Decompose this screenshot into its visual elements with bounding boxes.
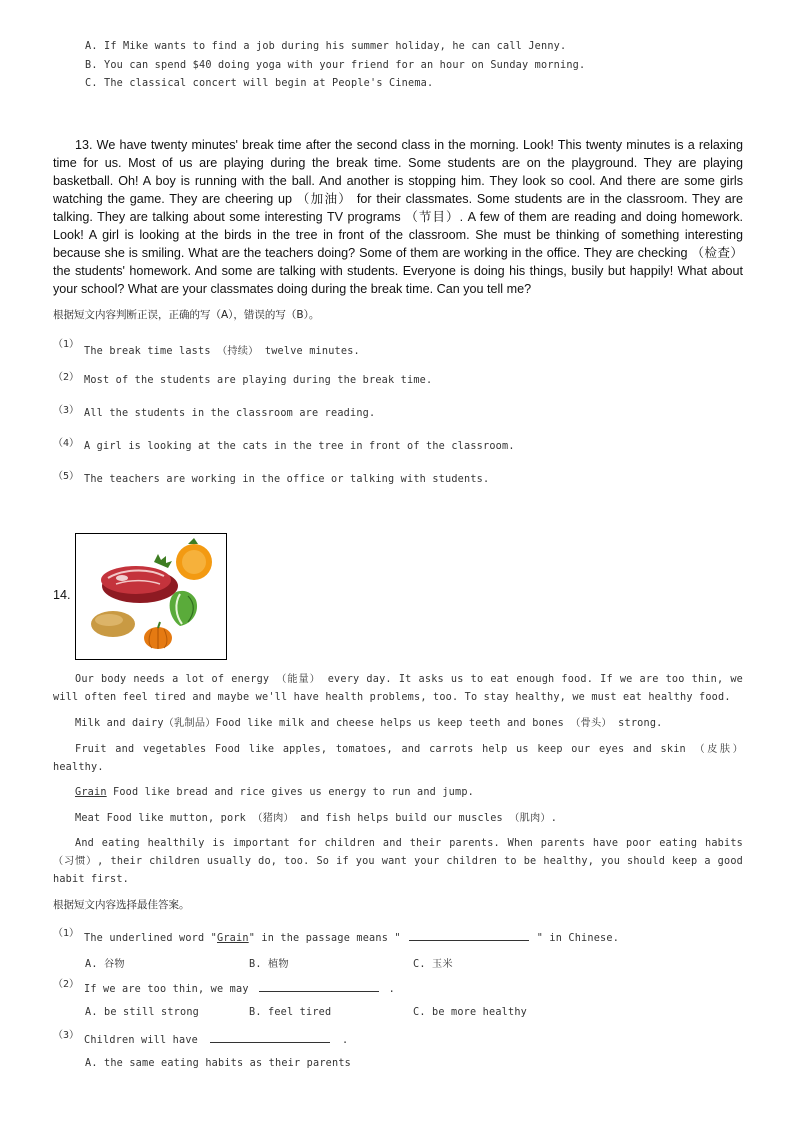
lettuce-icon — [170, 591, 197, 626]
q14-item-2-pre: If we are too thin, we may — [84, 984, 249, 995]
q13-item-1-text: The break time lasts （持续） twelve minutes. — [84, 346, 360, 357]
herb-icon — [154, 554, 172, 568]
food-illustration — [75, 533, 227, 660]
q12-option-a: A. If Mike wants to find a job during his summer holiday, he can call Jenny. — [85, 41, 567, 52]
q14-item-1-pre: The underlined word " — [84, 933, 218, 944]
q13-item-3-number: （3） — [53, 405, 80, 416]
pumpkin-icon — [144, 622, 172, 649]
q13-item-5-text: The teachers are working in the office or talking with students. — [84, 474, 490, 485]
food-illustration-svg — [76, 534, 226, 659]
q14-paragraph-5: Meat Food like mutton, pork （猪肉） and fish helps build our muscles （肌肉）. — [75, 813, 558, 824]
q13-item-5-number: （5） — [53, 471, 80, 482]
q13-item-3-text: All the students in the classroom are reading. — [84, 408, 376, 419]
q14-item-2-option-b: B. feel tired — [249, 1007, 332, 1018]
q14-item-2-post: . — [388, 984, 396, 995]
q14-item-3-number: （3） — [53, 1030, 80, 1041]
q14-item-3-pre: Children will have — [84, 1035, 199, 1046]
q14-item-2-question — [84, 981, 395, 995]
grain-underlined-word: Grain — [75, 787, 107, 798]
meat-icon — [101, 566, 178, 603]
orange-icon — [176, 538, 212, 580]
q13-item-4-number: （4） — [53, 438, 80, 449]
q14-item-1-mid: " in the passage means " — [248, 933, 401, 944]
q14-item-2-number: （2） — [53, 979, 80, 990]
q13-item-1-number: （1） — [53, 339, 80, 350]
q14-item-2-blank[interactable] — [259, 981, 379, 992]
q14-item-1-number: （1） — [53, 928, 80, 939]
q13-item-4-text: A girl is looking at the cats in the tree in front of the classroom. — [84, 441, 515, 452]
q13-instruction: 根据短文内容判断正误，正确的写（A），错误的写（B）。 — [53, 309, 320, 321]
q14-item-1-option-b: B. 植物 — [249, 959, 289, 970]
q14-item-3-blank[interactable] — [210, 1032, 330, 1043]
q13-item-2-text: Most of the students are playing during the break time. — [84, 375, 433, 386]
q14-item-3-question — [84, 1032, 348, 1046]
q14-item-1-word: Grain — [217, 933, 249, 944]
q14-paragraph-4-rest: Food like bread and rice gives us energy to run and jump. — [106, 787, 475, 798]
q14-item-3-post: . — [342, 1035, 349, 1046]
q14-item-1-post: " in Chinese. — [536, 933, 620, 944]
q13-passage: 13. We have twenty minutes' break time after the second class in the morning. Look! This twenty minutes is a relaxing time for us. Most of us are playing during the break time. Some students are on the playground. They are playing basketball. Oh! A boy is running with the ball. And another is stopping him. They look so cool. And there are some girls watching the game. They are cheering up （加油） for their classmates. Some students are in the classroom. They are talking. They are talking about some interesting TV programs （节目）. A few of them are reading and doing homework. Look! A girl is looking at the birds in the tree in front of the classroom. She must be thinking of something interesting because she is smiling. What are the teachers doing? Some of them are working in the office. They are checking （检查） the students' homework. And some are talking with students. Everyone is doing his things, busily but happily! What about your school? What are your classmates doing during the break time. Can you tell me? — [53, 138, 743, 296]
q14-item-1-option-a: A. 谷物 — [85, 959, 125, 970]
q12-option-b: B. You can spend $40 doing yoga with your friend for an hour on Sunday morning. — [85, 60, 586, 71]
q14-paragraph-1: Our body needs a lot of energy （能量） every day. It asks us to eat enough food. If we are too thin, we will often feel tired and maybe we'll have health problems, too. To stay healthy, we must eat healthy food. — [53, 674, 743, 703]
q14-item-1-blank[interactable] — [409, 930, 529, 941]
q14-paragraph-6: And eating healthily is important for children and their parents. When parents have poor eating habits （习惯）, their children usually do, too. So if you want your children to be healthy, you should keep a good habit first. — [53, 838, 743, 885]
q14-paragraph-2: Milk and dairy（乳制品）Food like milk and cheese helps us keep teeth and bones （骨头） strong. — [75, 718, 663, 729]
q14-paragraph-3: Fruit and vegetables Food like apples, tomatoes, and carrots help us keep our eyes and skin （皮肤） healthy. — [53, 744, 743, 773]
q14-item-1-question — [84, 930, 619, 944]
q14-instruction: 根据短文内容选择最佳答案。 — [53, 899, 190, 911]
q14-item-2-option-a: A. be still strong — [85, 1007, 200, 1018]
q14-item-3-option-a: A. the same eating habits as their parents — [85, 1058, 352, 1069]
q13-item-2-number: （2） — [53, 372, 80, 383]
q14-item-2-option-c: C. be more healthy — [413, 1007, 528, 1018]
q14-item-1-option-c: C. 玉米 — [413, 959, 453, 970]
q14-number: 14. — [53, 588, 71, 602]
q12-option-c: C. The classical concert will begin at People's Cinema. — [85, 78, 434, 89]
q14-paragraph-4 — [53, 784, 743, 802]
potato-icon — [91, 611, 135, 637]
